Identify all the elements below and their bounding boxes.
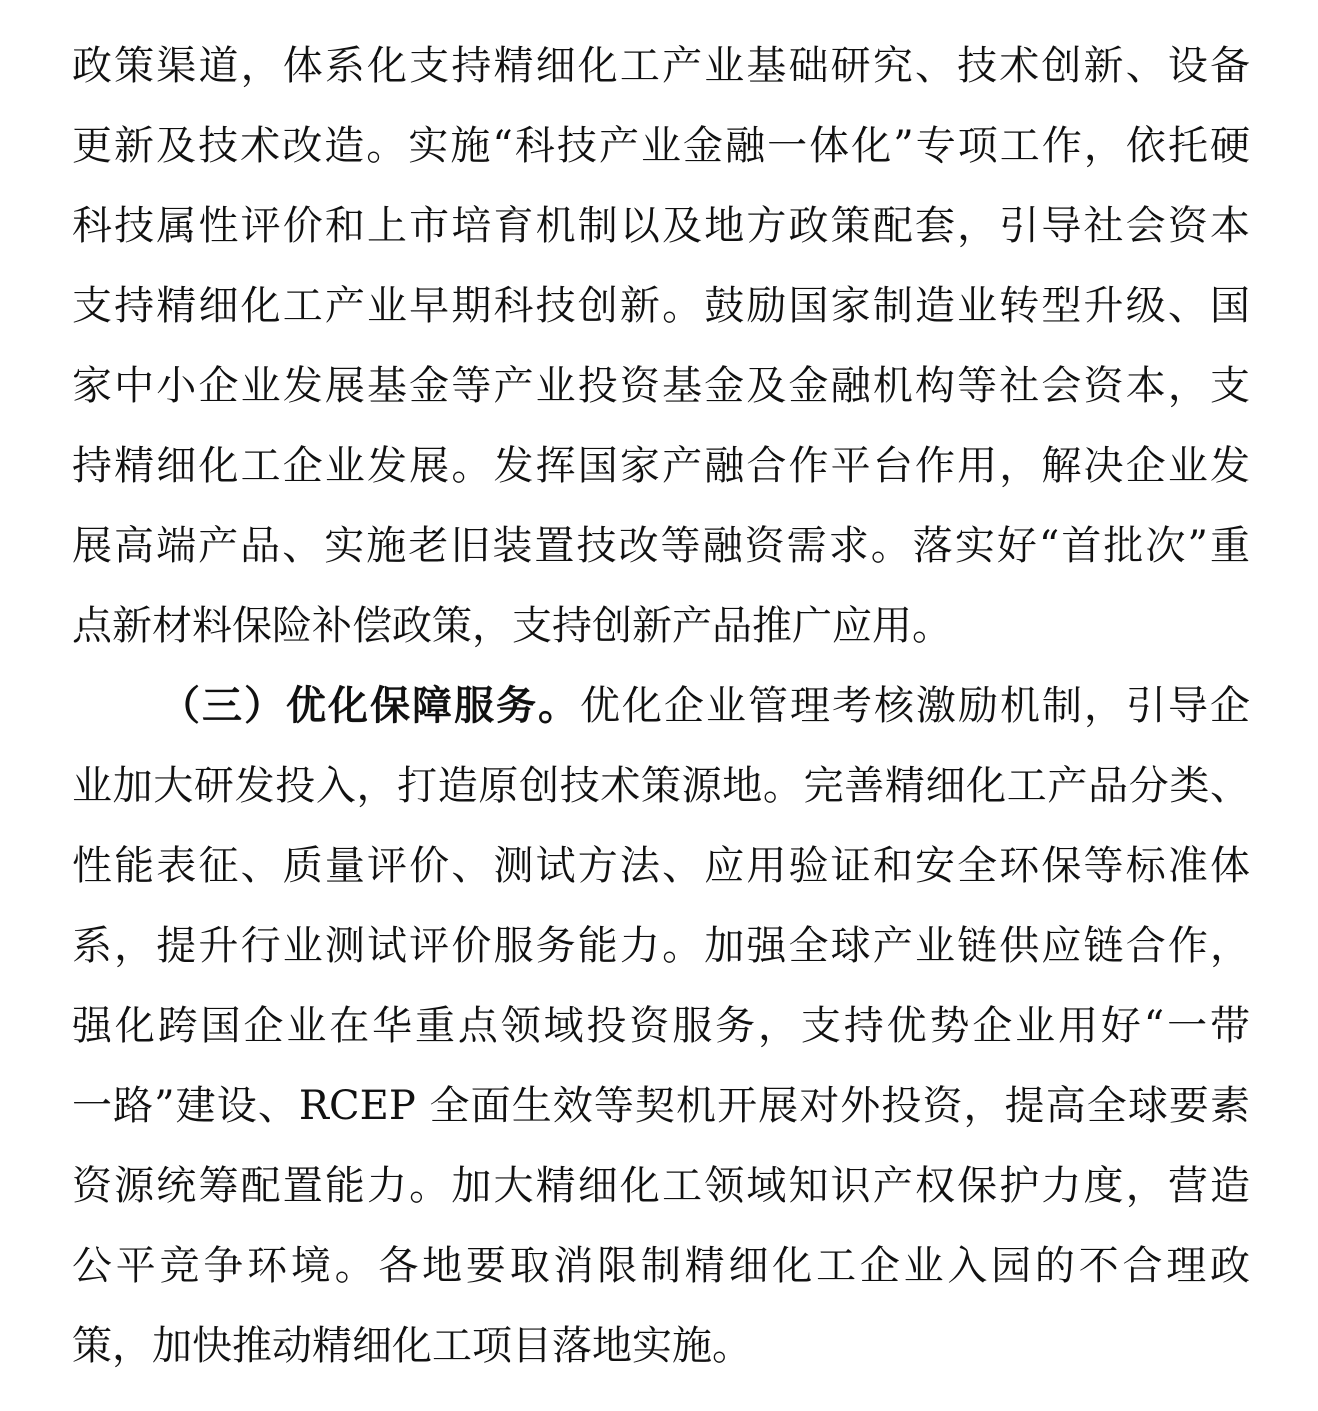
paragraph-line: 资源统筹配置能力。加大精细化工领域知识产权保护力度，营造	[72, 1163, 1250, 1209]
paragraph-line: 支持精细化工产业早期科技创新。鼓励国家制造业转型升级、国	[72, 283, 1250, 329]
paragraph-line: 业加大研发投入，打造原创技术策源地。完善精细化工产品分类、	[72, 763, 1250, 809]
paragraph-line: 更新及技术改造。实施“科技产业金融一体化”专项工作，依托硬	[72, 123, 1250, 169]
paragraph-line: 点新材料保险补偿政策，支持创新产品推广应用。	[72, 603, 952, 649]
paragraph-line: 政策渠道，体系化支持精细化工产业基础研究、技术创新、设备	[72, 43, 1250, 89]
paragraph-line: 系，提升行业测试评价服务能力。加强全球产业链供应链合作，	[72, 923, 1250, 969]
paragraph-line: 展高端产品、实施老旧装置技改等融资需求。落实好“首批次”重	[72, 523, 1250, 569]
paragraph-line: 性能表征、质量评价、测试方法、应用验证和安全环保等标准体	[72, 843, 1250, 889]
paragraph-line: 科技属性评价和上市培育机制以及地方政策配套，引导社会资本	[72, 203, 1250, 249]
paragraph-line: 一路”建设、RCEP 全面生效等契机开展对外投资，提高全球要素	[72, 1083, 1250, 1129]
paragraph-line: 强化跨国企业在华重点领域投资服务，支持优势企业用好“一带	[72, 1003, 1250, 1049]
section-heading: （三）优化保障服务。	[160, 683, 580, 729]
paragraph-line: 公平竞争环境。各地要取消限制精细化工企业入园的不合理政	[72, 1243, 1250, 1289]
paragraph-line: 持精细化工企业发展。发挥国家产融合作平台作用，解决企业发	[72, 443, 1250, 489]
paragraph-line: 策，加快推动精细化工项目落地实施。	[72, 1323, 752, 1369]
paragraph-line: 家中小企业发展基金等产业投资基金及金融机构等社会资本，支	[72, 363, 1250, 409]
section-first-line-text: 优化企业管理考核激励机制，引导企	[580, 683, 1250, 729]
section-first-line	[160, 666, 1250, 746]
